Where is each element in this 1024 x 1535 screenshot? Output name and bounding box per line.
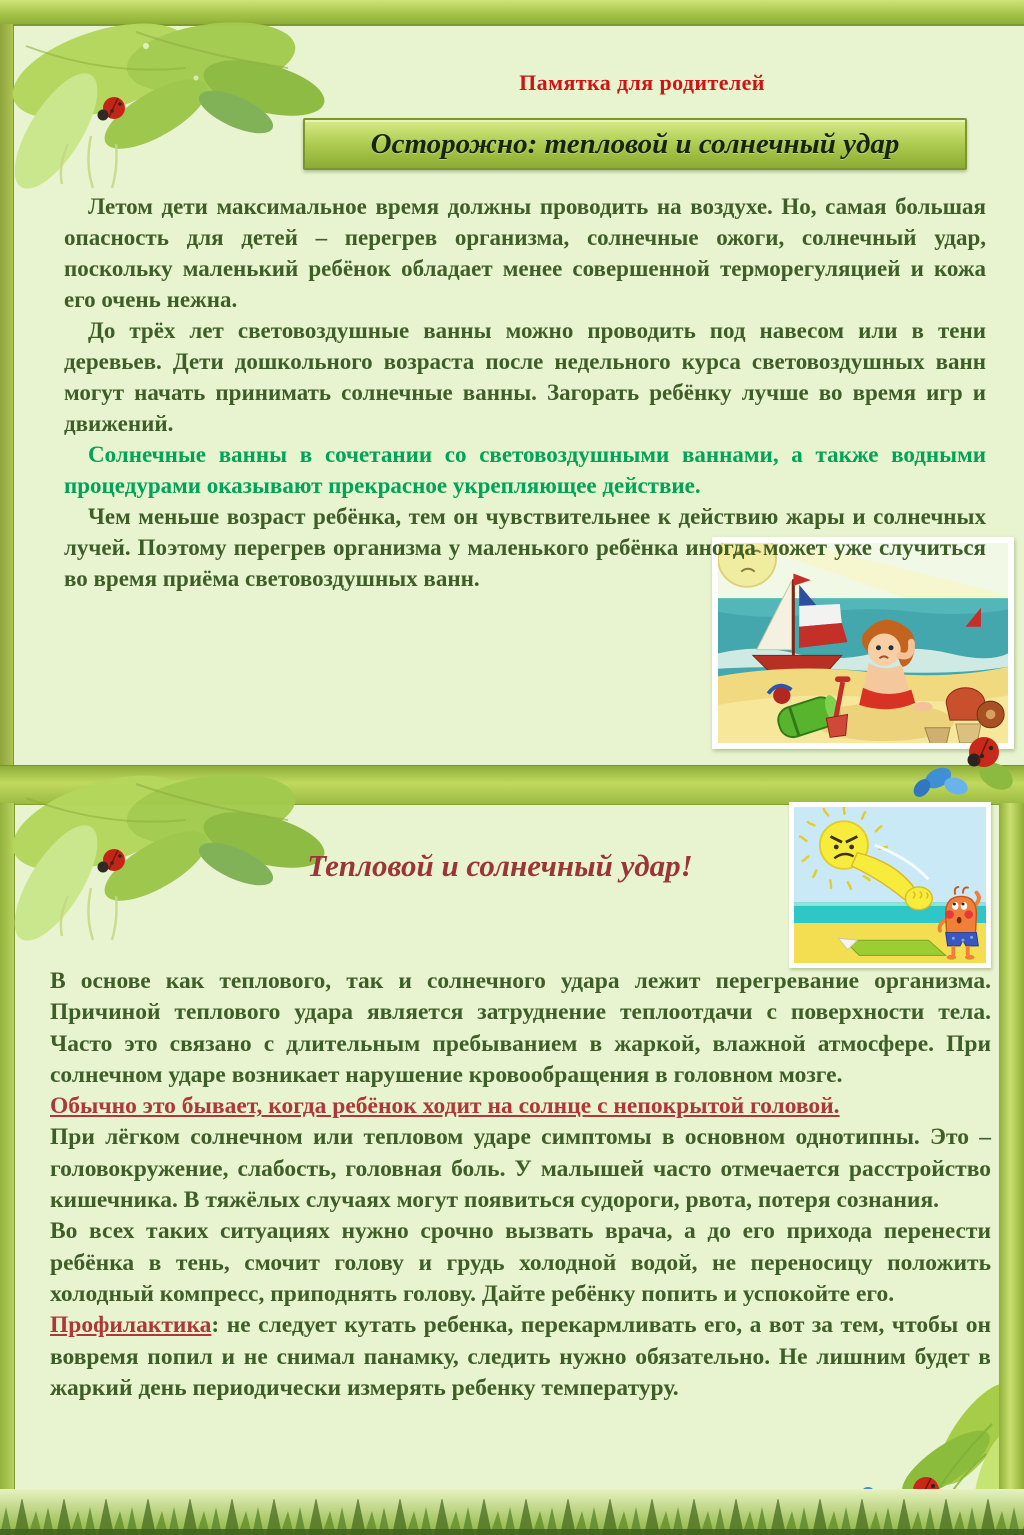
warning-banner-label: Осторожно: тепловой и солнечный удар [370,127,900,160]
paragraph-first-aid: Во всех таких ситуациях нужно срочно вызвать врача, а до его прихода перенести ребёнка в тень, смочит голову и грудь холодной водой, не переносицу положить холодный компресс, приподнять голову. Дайте ребёнку попить и успокойте его. [50,1218,991,1307]
prevention-label: Профилактика [50,1312,212,1339]
warning-banner [303,118,967,170]
paragraph-uncovered-head-warning: Обычно это бывает, когда ребёнок ходит на солнце с непокрытой головой. [50,1093,840,1120]
grass-border-icon [0,1489,1024,1535]
angry-sun-punch-icon [794,807,986,963]
prevention-text: : не следует кутать ребенка, перекармливать его, а вот за тем, чтобы он вовремя попил и не снимал панамку, следить нужно обязательно. Не лишним будет в жаркий день периодически измерять ребенку температуру. [50,1312,991,1401]
page2-title: Тепловой и солнечный удар! [307,848,693,883]
paragraph-symptoms: При лёгком солнечном или тепловом ударе симптомы в основном однотипны. Это – головокружение, слабость, головная боль. У малышей часто отмечается расстройство кишечника. В тяжёлых случаях могут появиться судороги, рвота, потеря сознания. [50,1124,991,1214]
paragraph-outdoors: Летом дети максимальное время должны проводить на воздухе. Но, самая большая опасность для детей – перегрев организма, солнечные ожоги, солнечный удар, поскольку маленький ребёнок обладает менее совершенной терморегуляцией и кожа его очень нежна. [64,194,986,312]
sun-illustration-frame [789,802,991,968]
paragraph-age-sensitivity: Чем меньше возраст ребёнка, тем он чувствительнее к действию жары и солнечных лучей. Поэтому перегрев организма у маленького ребёнка иногда может уже случиться во время приёма световоздушных ванн. [64,504,986,591]
paragraph-air-baths: До трёх лет световоздушные ванны можно проводить под навесом или в тени деревьев. Дети дошкольного возраста после недельного курса световоздушных ванн могут начать принимать солнечные ванны. Загорать ребёнку лучше во время игр и движений. [64,318,986,436]
page2-right-border [999,803,1024,1503]
page-title: Памятка для родителей [519,70,765,95]
leaves-ladybug-icon [0,16,326,206]
paragraph-sun-baths-benefit: Солнечные ванны в сочетании со световоздушными ваннами, а также водными процедурами оказывают прекрасное укрепляющее действие. [64,442,986,498]
paragraph-causes: В основе как теплового, так и солнечного удара лежит перегревание организма. Причиной теплового удара является затруднение теплоотдачи с поверхности тела. Часто это связано с длительным пребыванием в жаркой, влажной атмосфере. При солнечном ударе возникает нарушение кровообращения в головном мозге. [50,968,991,1088]
page2-body [50,966,991,1404]
paragraph-prevention [50,1310,991,1404]
page1-body [64,191,986,594]
flower-ladybug-icon [898,726,1020,798]
